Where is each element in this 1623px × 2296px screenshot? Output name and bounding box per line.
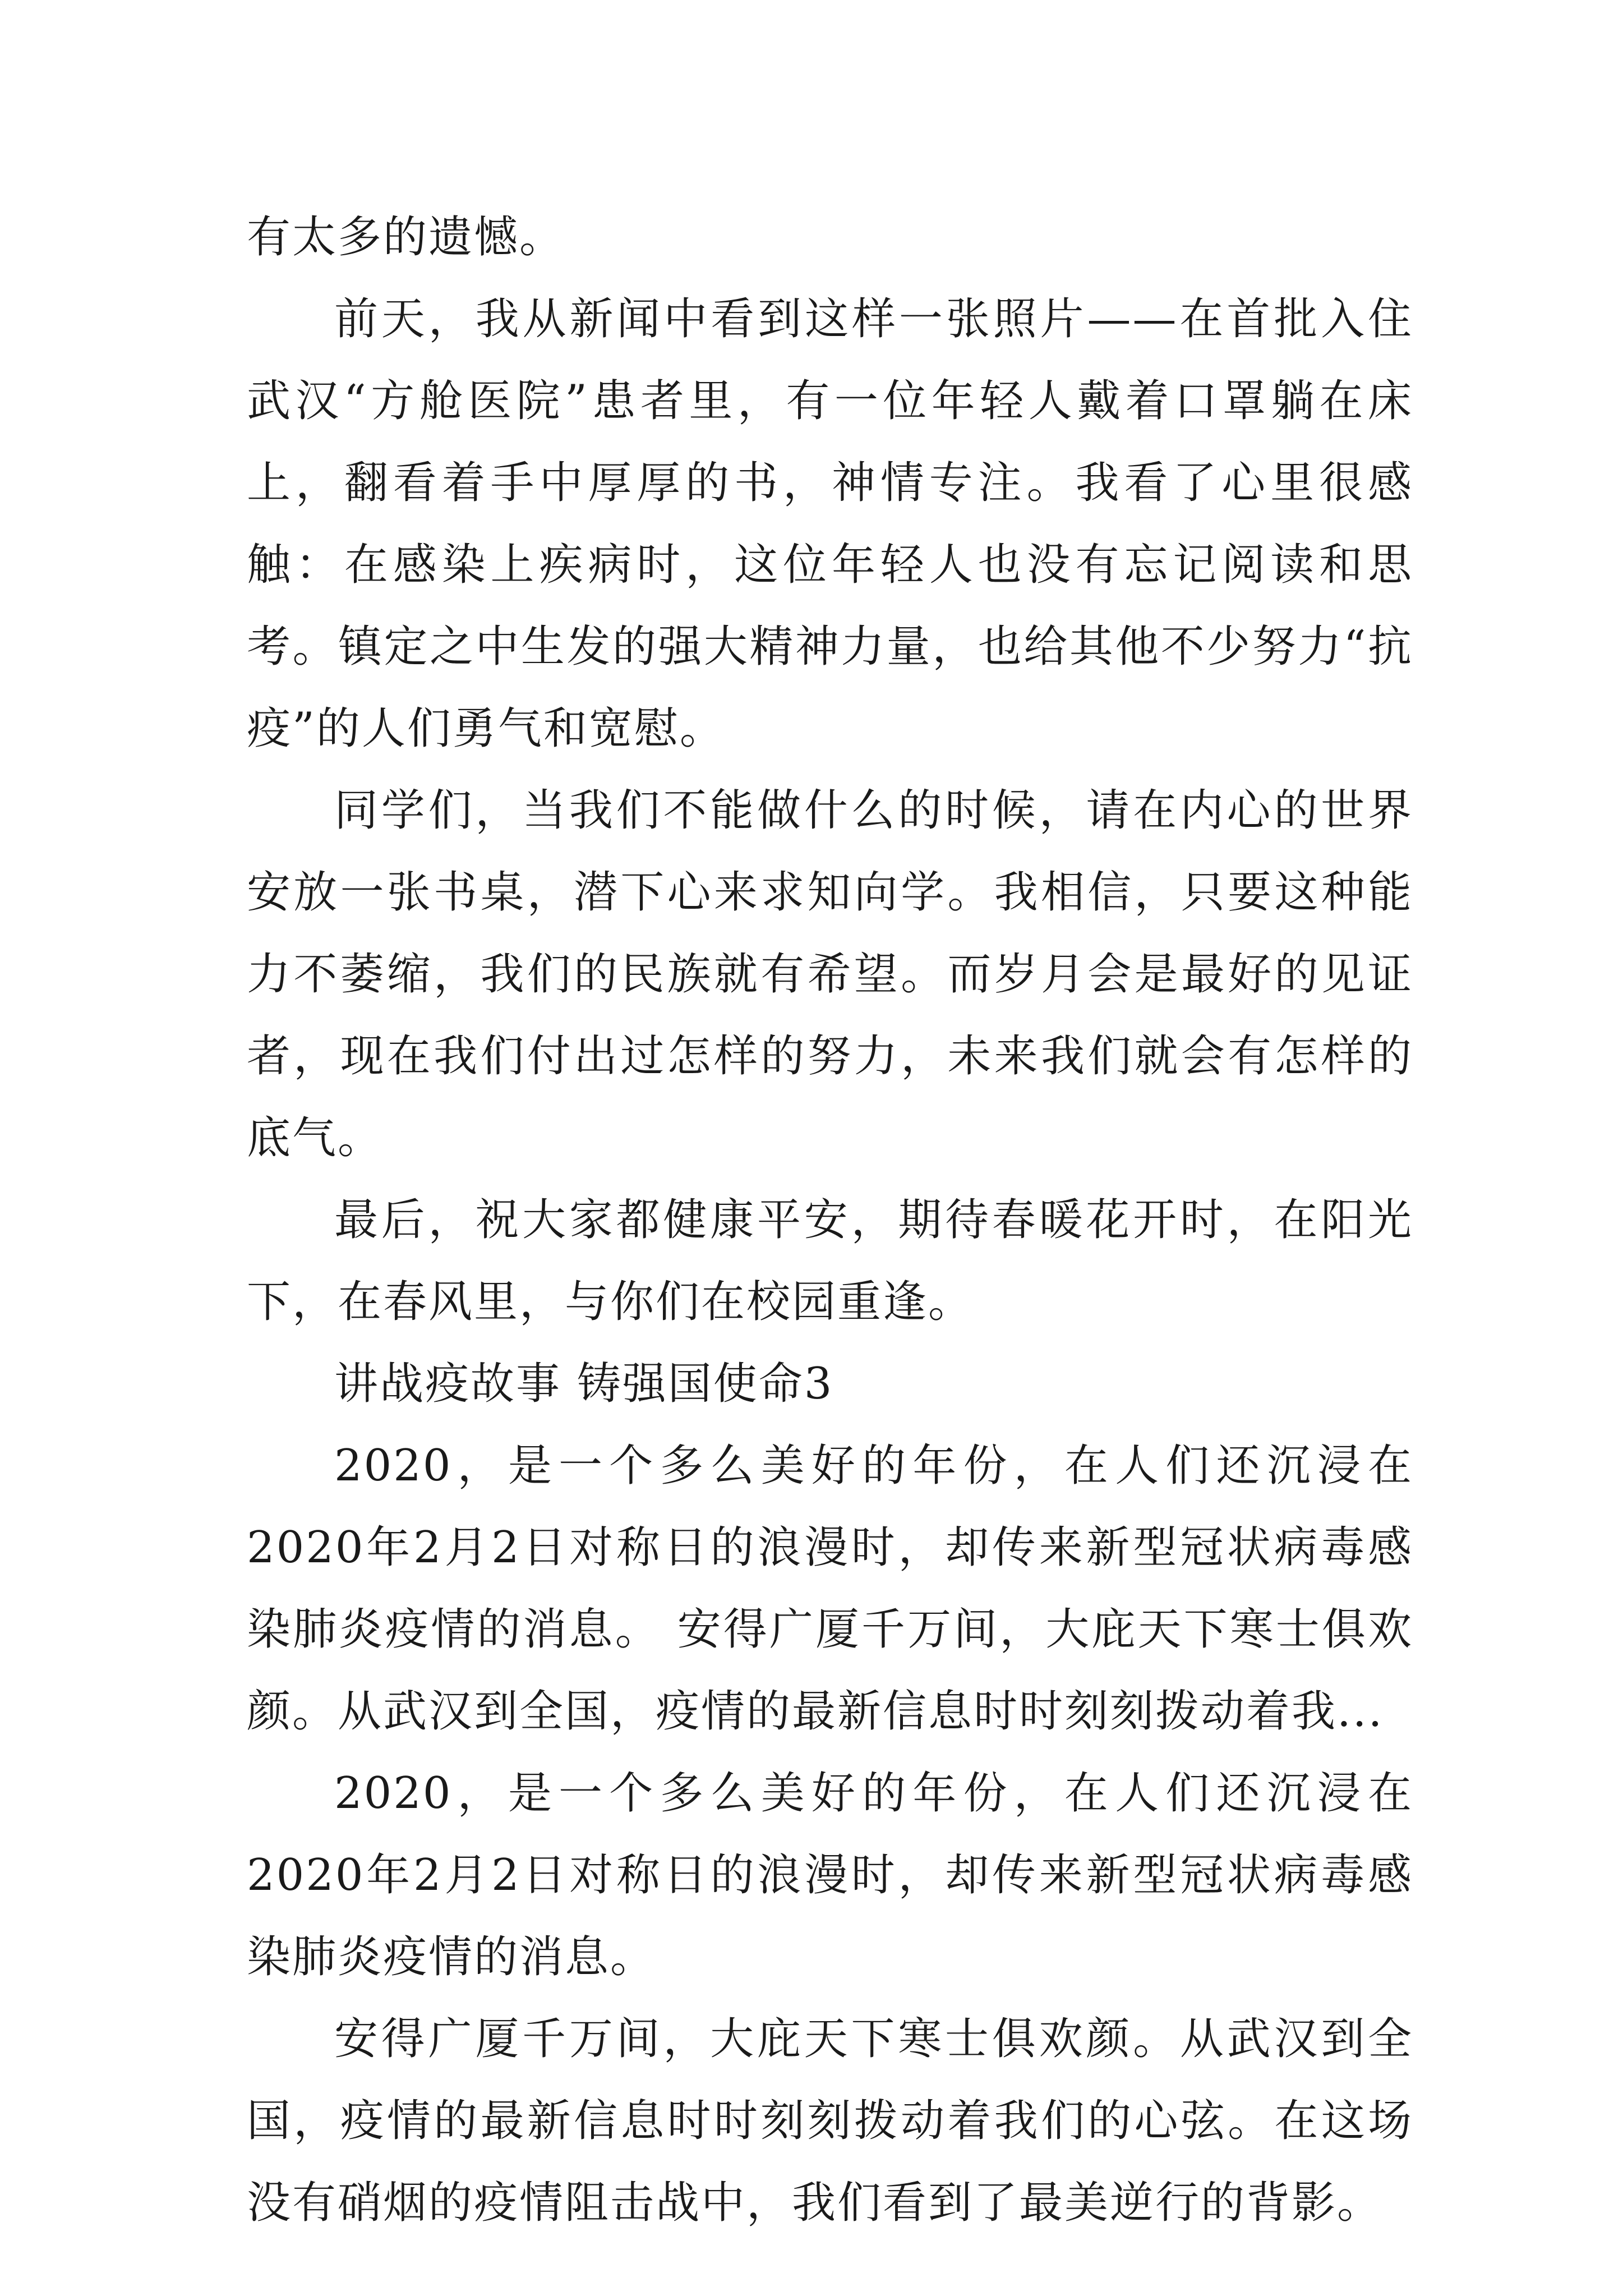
paragraph-3: 同学们，当我们不能做什么的时候，请在内心的世界安放一张书桌，潜下心来求知向学。我相信，只要这种能力不萎缩，我们的民族就有希望。而岁月会是最好的见证者，现在我们付出过怎样的努力，未来我们就会有怎样的底气。 [247, 785, 1413, 1163]
paragraph-2: 前天，我从新闻中看到这样一张照片——在首批入住武汉“方舱医院”患者里，有一位年轻人戴着口罩躺在床上，翻看着手中厚厚的书，神情专注。我看了心里很感触：在感染上疾病时，这位年轻人也没有忘记阅读和思考。镇定之中生发的强大精神力量，也给其他不少努力“抗疫”的人们勇气和宽慰。 [247, 294, 1413, 754]
document-body [247, 196, 1413, 2244]
paragraph-5: 2020，是一个多么美好的年份，在人们还沉浸在2020年2月2日对称日的浪漫时，却传来新型冠状病毒感染肺炎疫情的消息。 安得广厦千万间，大庇天下寒士俱欢颜。从武汉到全国，疫情的最新信息时时刻刻拨动着我... [247, 1441, 1413, 1737]
paragraph-7: 安得广厦千万间，大庇天下寒士俱欢颜。从武汉到全国，疫情的最新信息时时刻刻拨动着我们的心弦。在这场没有硝烟的疫情阻击战中，我们看到了最美逆行的背影。 [247, 2014, 1413, 2228]
paragraph-6: 2020，是一个多么美好的年份，在人们还沉浸在2020年2月2日对称日的浪漫时，却传来新型冠状病毒感染肺炎疫情的消息。 [247, 1768, 1413, 1982]
paragraph-1: 有太多的遗憾。 [247, 212, 565, 263]
section-heading: 讲战疫故事 铸强国使命3 [334, 1359, 834, 1409]
paragraph-4: 最后，祝大家都健康平安，期待春暖花开时，在阳光下，在春风里，与你们在校园重逢。 [247, 1195, 1413, 1327]
